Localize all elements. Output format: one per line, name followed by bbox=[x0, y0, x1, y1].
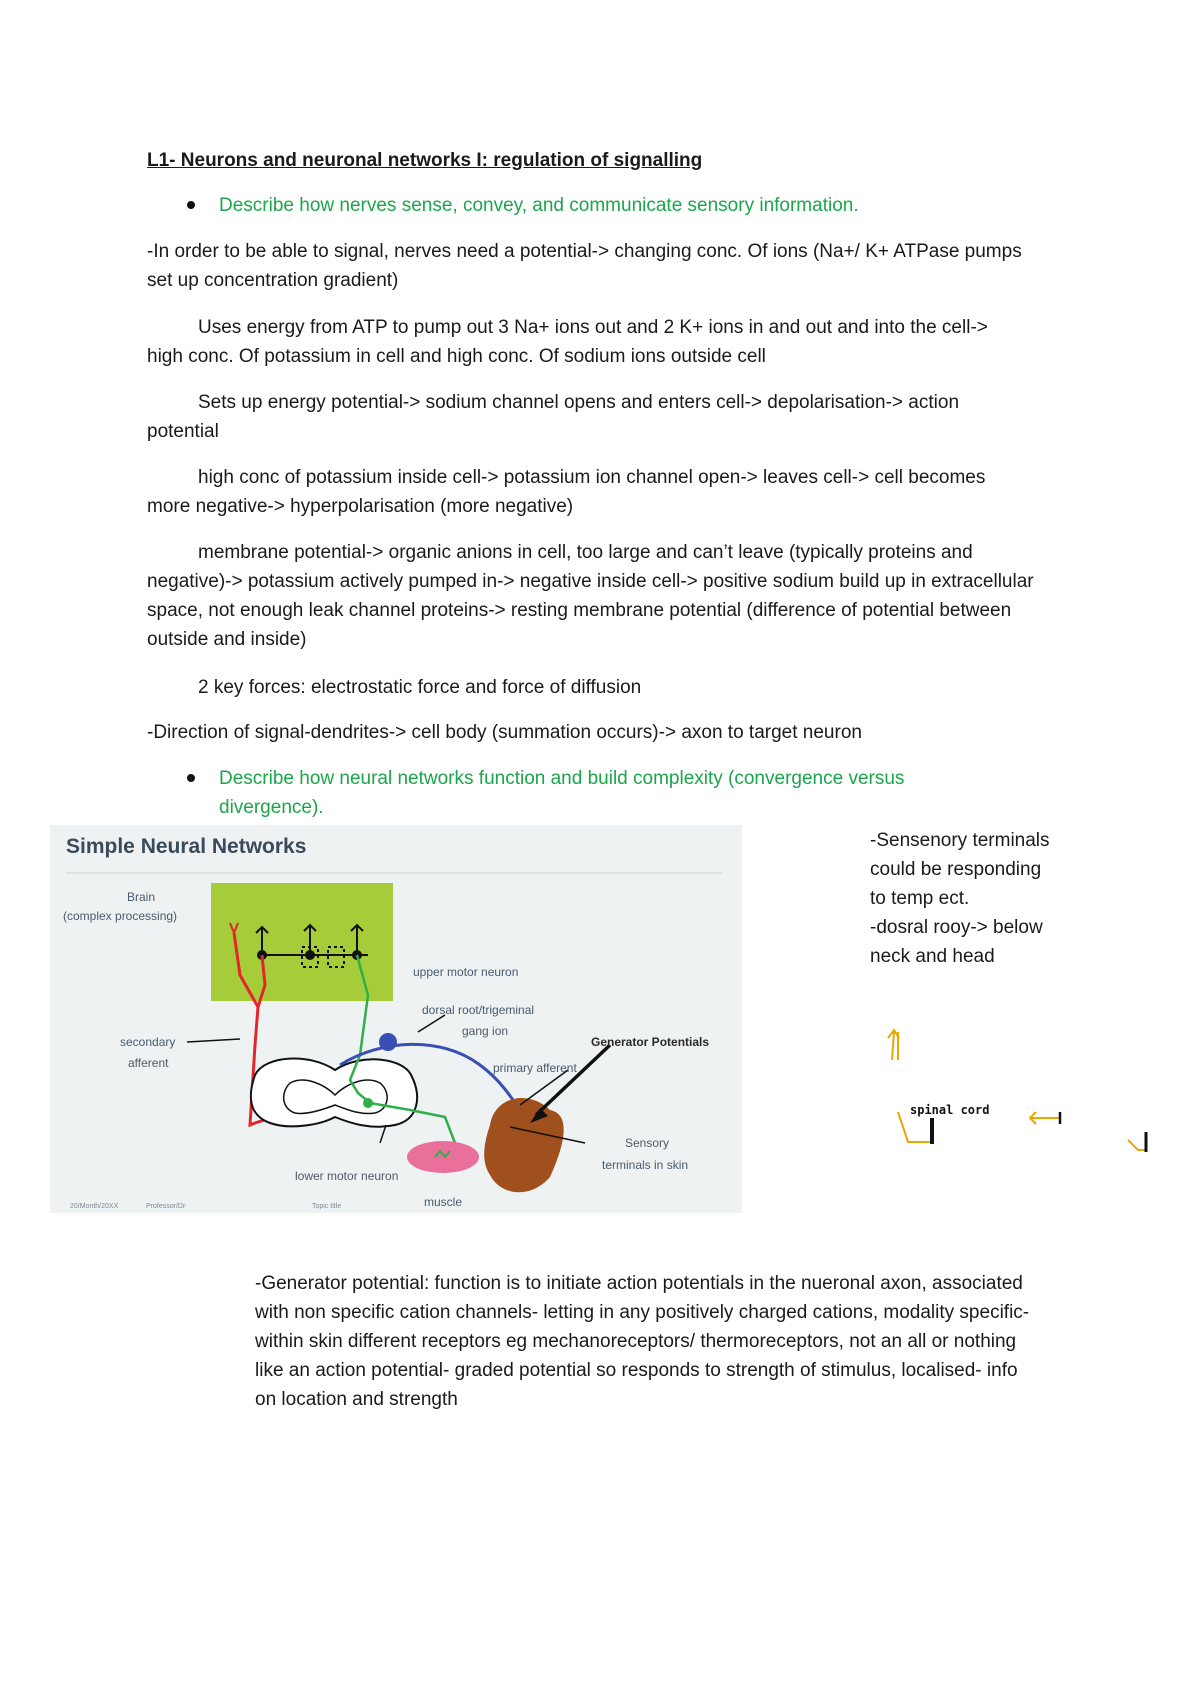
generator-potentials-label: Generator Potentials bbox=[591, 1035, 710, 1049]
side-note bbox=[870, 826, 1050, 971]
generator-arrow bbox=[536, 1045, 610, 1115]
paragraph-membrane-rest: negative)-> potassium actively pumped in-> negative inside cell-> positive sodium build up in extracellular space, not enough leak channel proteins-> resting membrane potential (difference of potential between outside and inside) bbox=[147, 571, 1034, 650]
skin-blob bbox=[484, 1098, 563, 1192]
spinal-cord bbox=[251, 1059, 417, 1127]
dorsal-root-label: dorsal root/trigeminal gang ion bbox=[422, 1003, 535, 1038]
page-title: L1- Neurons and neuronal networks I: regulation of signalling bbox=[147, 150, 703, 171]
paragraph-potassium-indent: high conc of potassium inside cell-> potassium ion channel open-> leaves cell-> cell becomes bbox=[198, 467, 986, 488]
muscle bbox=[407, 1141, 479, 1173]
upper-motor-neuron-label: upper motor neuron bbox=[413, 965, 519, 979]
brain-label: Brain (complex processing) bbox=[63, 890, 178, 923]
bullet-icon bbox=[187, 774, 195, 782]
paragraph-energy-indent: Sets up energy potential-> sodium channel opens and enters cell-> depolarisation-> action bbox=[198, 392, 960, 413]
learning-objective-2: Describe how neural networks function and build complexity (convergence versus divergence). bbox=[219, 768, 905, 818]
side-note-line: to temp ect. bbox=[870, 888, 970, 909]
figure-title: Simple Neural Networks bbox=[66, 835, 307, 858]
lower-motor-neuron-label: lower motor neuron bbox=[295, 1169, 399, 1183]
bullet-icon bbox=[187, 201, 195, 209]
paragraph-energy-rest: potential bbox=[147, 421, 219, 442]
muscle-label: muscle bbox=[423, 1195, 463, 1209]
neural-network-figure bbox=[50, 825, 742, 1213]
left-arrow-mark bbox=[1030, 1112, 1060, 1124]
sensory-terminals-label: Sensory terminals in skin bbox=[602, 1136, 689, 1172]
paragraph-ion-potential: -In order to be able to signal, nerves need a potential-> changing conc. Of ions (Na+/ K+ ATPase pumps set up concentration gradient) bbox=[147, 241, 1022, 291]
dorsal-root-ganglion bbox=[379, 1033, 397, 1051]
paragraph-generator-potential: -Generator potential: function is to initiate action potentials in the nueronal axon, associated with non specific cation channels- letting in any positively charged cations, modality specific- within skin different receptors eg mechanoreceptors/ thermoreceptors, not an all or nothing like an action potential- graded potential so responds to strength of stimulus, localised- info on location and strength bbox=[255, 1273, 1030, 1410]
brain-neuron-body bbox=[305, 950, 315, 960]
side-note-line: could be responding bbox=[870, 859, 1042, 880]
handwritten-annotations bbox=[880, 1020, 1180, 1170]
up-arrow-mark bbox=[888, 1030, 899, 1060]
paragraph-key-forces: 2 key forces: electrostatic force and force of diffusion bbox=[198, 677, 642, 698]
paragraph-signal-direction: -Direction of signal-dendrites-> cell body (summation occurs)-> axon to target neuron bbox=[147, 722, 862, 743]
spinal-cord-scribble: spinal cord bbox=[910, 1103, 990, 1117]
side-note-line: -Sensenory terminals bbox=[870, 830, 1050, 851]
paragraph-atp-indent: Uses energy from ATP to pump out 3 Na+ ions out and 2 K+ ions in and out and into the cell-> bbox=[198, 317, 988, 338]
secondary-afferent-label: secondary afferent bbox=[120, 1035, 176, 1070]
learning-objective-1: Describe how nerves sense, convey, and communicate sensory information. bbox=[219, 195, 859, 216]
side-note-line: neck and head bbox=[870, 946, 995, 967]
primary-afferent-label: primary afferent bbox=[493, 1061, 577, 1075]
figure-footer: 20/Month/20XX Professor/Dr Topic title bbox=[70, 1203, 342, 1210]
paragraph-membrane-indent: membrane potential-> organic anions in cell, too large and can’t leave (typically proteins and bbox=[198, 542, 973, 563]
green-neuron-body bbox=[363, 1098, 373, 1108]
hook-mark bbox=[1128, 1140, 1146, 1150]
paragraph-potassium-rest: more negative-> hyperpolarisation (more negative) bbox=[147, 496, 574, 517]
paragraph-atp-rest: high conc. Of potassium in cell and high conc. Of sodium ions outside cell bbox=[147, 346, 766, 367]
side-note-line: -dosral rooy-> below bbox=[870, 917, 1043, 938]
